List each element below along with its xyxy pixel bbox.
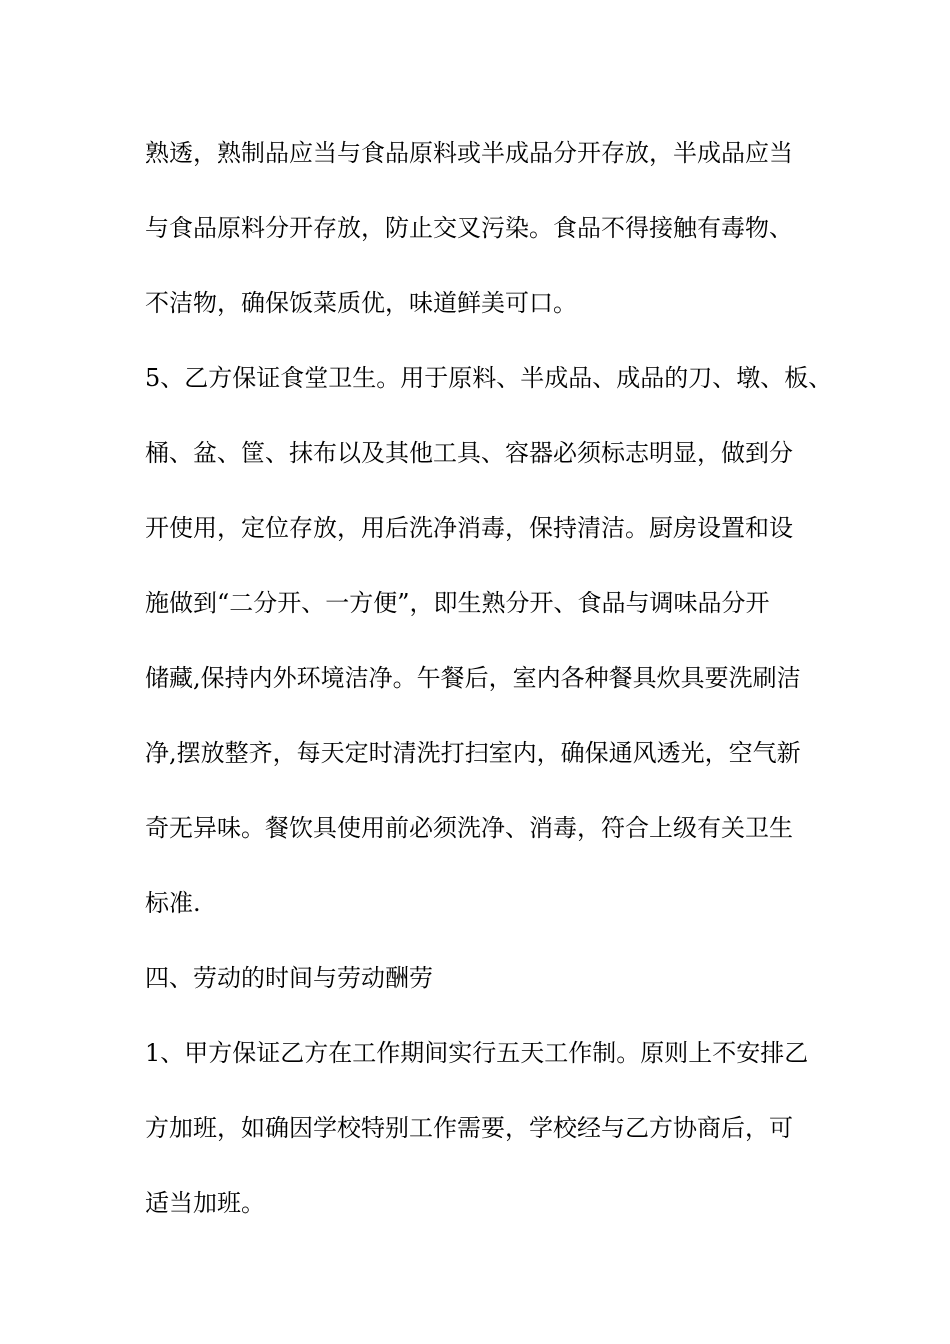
text-line: 方加班，如确因学校特别工作需要，学校经与乙方协商后，可 (145, 1114, 793, 1142)
text-line: 5、乙方保证食堂卫生。用于原料、半成品、成品的刀、墩、板、 (145, 364, 833, 392)
text-line: 施做到“二分开、一方便”，即生熟分开、食品与调味品分开 (145, 589, 770, 617)
document-body (145, 133, 845, 1258)
text-line: 熟透，熟制品应当与食品原料或半成品分开存放，半成品应当 (145, 139, 793, 167)
section-heading: 四、劳动的时间与劳动酬劳 (145, 964, 433, 992)
text-line: 储藏,保持内外环境洁净。午餐后，室内各种餐具炊具要洗刷洁 (145, 664, 801, 692)
text-line: 奇无异味。餐饮具使用前必须洗净、消毒，符合上级有关卫生 (145, 814, 793, 842)
text-line: 1、甲方保证乙方在工作期间实行五天工作制。原则上不安排乙 (145, 1039, 809, 1067)
text-line: 不洁物，确保饭菜质优，味道鲜美可口。 (145, 289, 577, 317)
text-line: 标准. (145, 889, 201, 917)
text-line: 桶、盆、筐、抹布以及其他工具、容器必须标志明显，做到分 (145, 439, 793, 467)
text-line: 净,摆放整齐，每天定时清洗打扫室内，确保通风透光，空气新 (145, 739, 801, 767)
text-line: 适当加班。 (145, 1189, 265, 1217)
text-line: 开使用，定位存放，用后洗净消毒，保持清洁。厨房设置和设 (145, 514, 793, 542)
text-line: 与食品原料分开存放，防止交叉污染。食品不得接触有毒物、 (145, 214, 793, 242)
